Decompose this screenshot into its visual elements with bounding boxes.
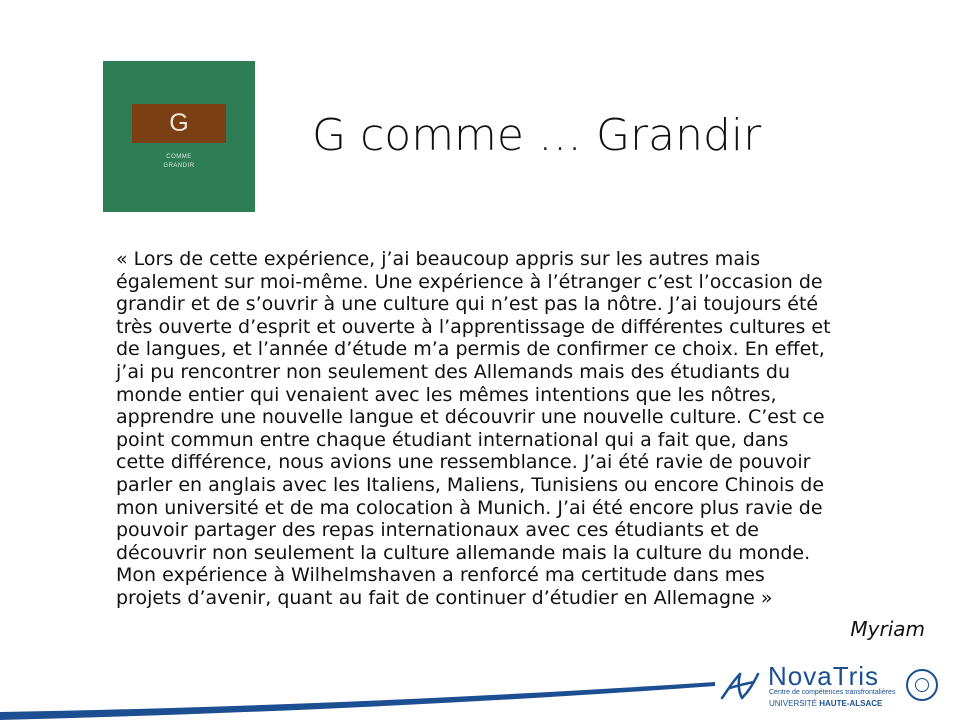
- g-comme-grandir-logo: [103, 61, 255, 212]
- quote-line: pouvoir partager des repas internationaux avec ces étudiants et de: [116, 519, 759, 542]
- quote-line: apprendre une nouvelle langue et découvrir une nouvelle culture. C’est ce: [116, 406, 825, 429]
- quote-line: découvrir non seulement la culture allemande mais la culture du monde.: [116, 541, 811, 564]
- quote-author: Myriam: [850, 617, 925, 641]
- university-name: [769, 699, 882, 708]
- logo-letter-panel: [132, 104, 226, 143]
- quote-line: « Lors de cette expérience, j’ai beaucoup appris sur les autres mais: [116, 248, 761, 270]
- novatris-logo: [718, 662, 900, 712]
- quote-line: Mon expérience à Wilhelmshaven a renforcé ma certitude dans mes: [116, 564, 765, 587]
- slide-title: G comme … Grandir: [312, 110, 762, 161]
- quote-line: grandir et de s’ouvrir à une culture qui n’est pas la nôtre. J’ai toujours été: [116, 293, 819, 316]
- quote-line: très ouverte d’esprit et ouverte à l’apprentissage de différentes cultures et: [116, 315, 831, 338]
- quote-line: cette différence, nous avions une ressemblance. J’ai été ravie de pouvoir: [116, 451, 811, 474]
- logo-letter: G: [169, 109, 189, 137]
- quote-line: mon université et de ma colocation à Munich. J’ai été encore plus ravie de: [116, 496, 823, 519]
- quote-line: parler en anglais avec les Italiens, Maliens, Tunisiens ou encore Chinois de: [116, 473, 825, 496]
- novatris-brand-name: NovaTris: [768, 661, 880, 691]
- novatris-mark-icon: [718, 668, 762, 704]
- logo-subtitle-line-2: GRANDIR: [163, 163, 195, 169]
- quote-line: projets d’avenir, quant au fait de continuer d’étudier en Allemagne »: [116, 586, 773, 609]
- university-prefix: UNIVERSITÉ: [769, 699, 818, 708]
- novatris-tagline: Centre de compétences transfrontalières: [769, 689, 896, 696]
- logo-subtitle-line-1: COMME: [166, 154, 192, 160]
- quote-line: monde entier qui venaient avec les mêmes intentions que les nôtres,: [116, 383, 777, 406]
- quote-line: également sur moi-même. Une expérience à l’étranger c’est l’occasion de: [116, 270, 823, 293]
- university-seal-icon: [906, 669, 938, 701]
- seal-inner-ring: [915, 678, 929, 692]
- quote-line: de langues, et l’année d’étude m’a permis de confirmer ce choix. En effet,: [116, 338, 825, 361]
- quote-line: j’ai pu rencontrer non seulement des Allemands mais des étudiants du: [116, 360, 790, 383]
- university-name-bold: HAUTE-ALSACE: [819, 699, 883, 708]
- testimonial-quote: [116, 248, 928, 610]
- quote-line: point commun entre chaque étudiant international qui a fait que, dans: [116, 428, 789, 451]
